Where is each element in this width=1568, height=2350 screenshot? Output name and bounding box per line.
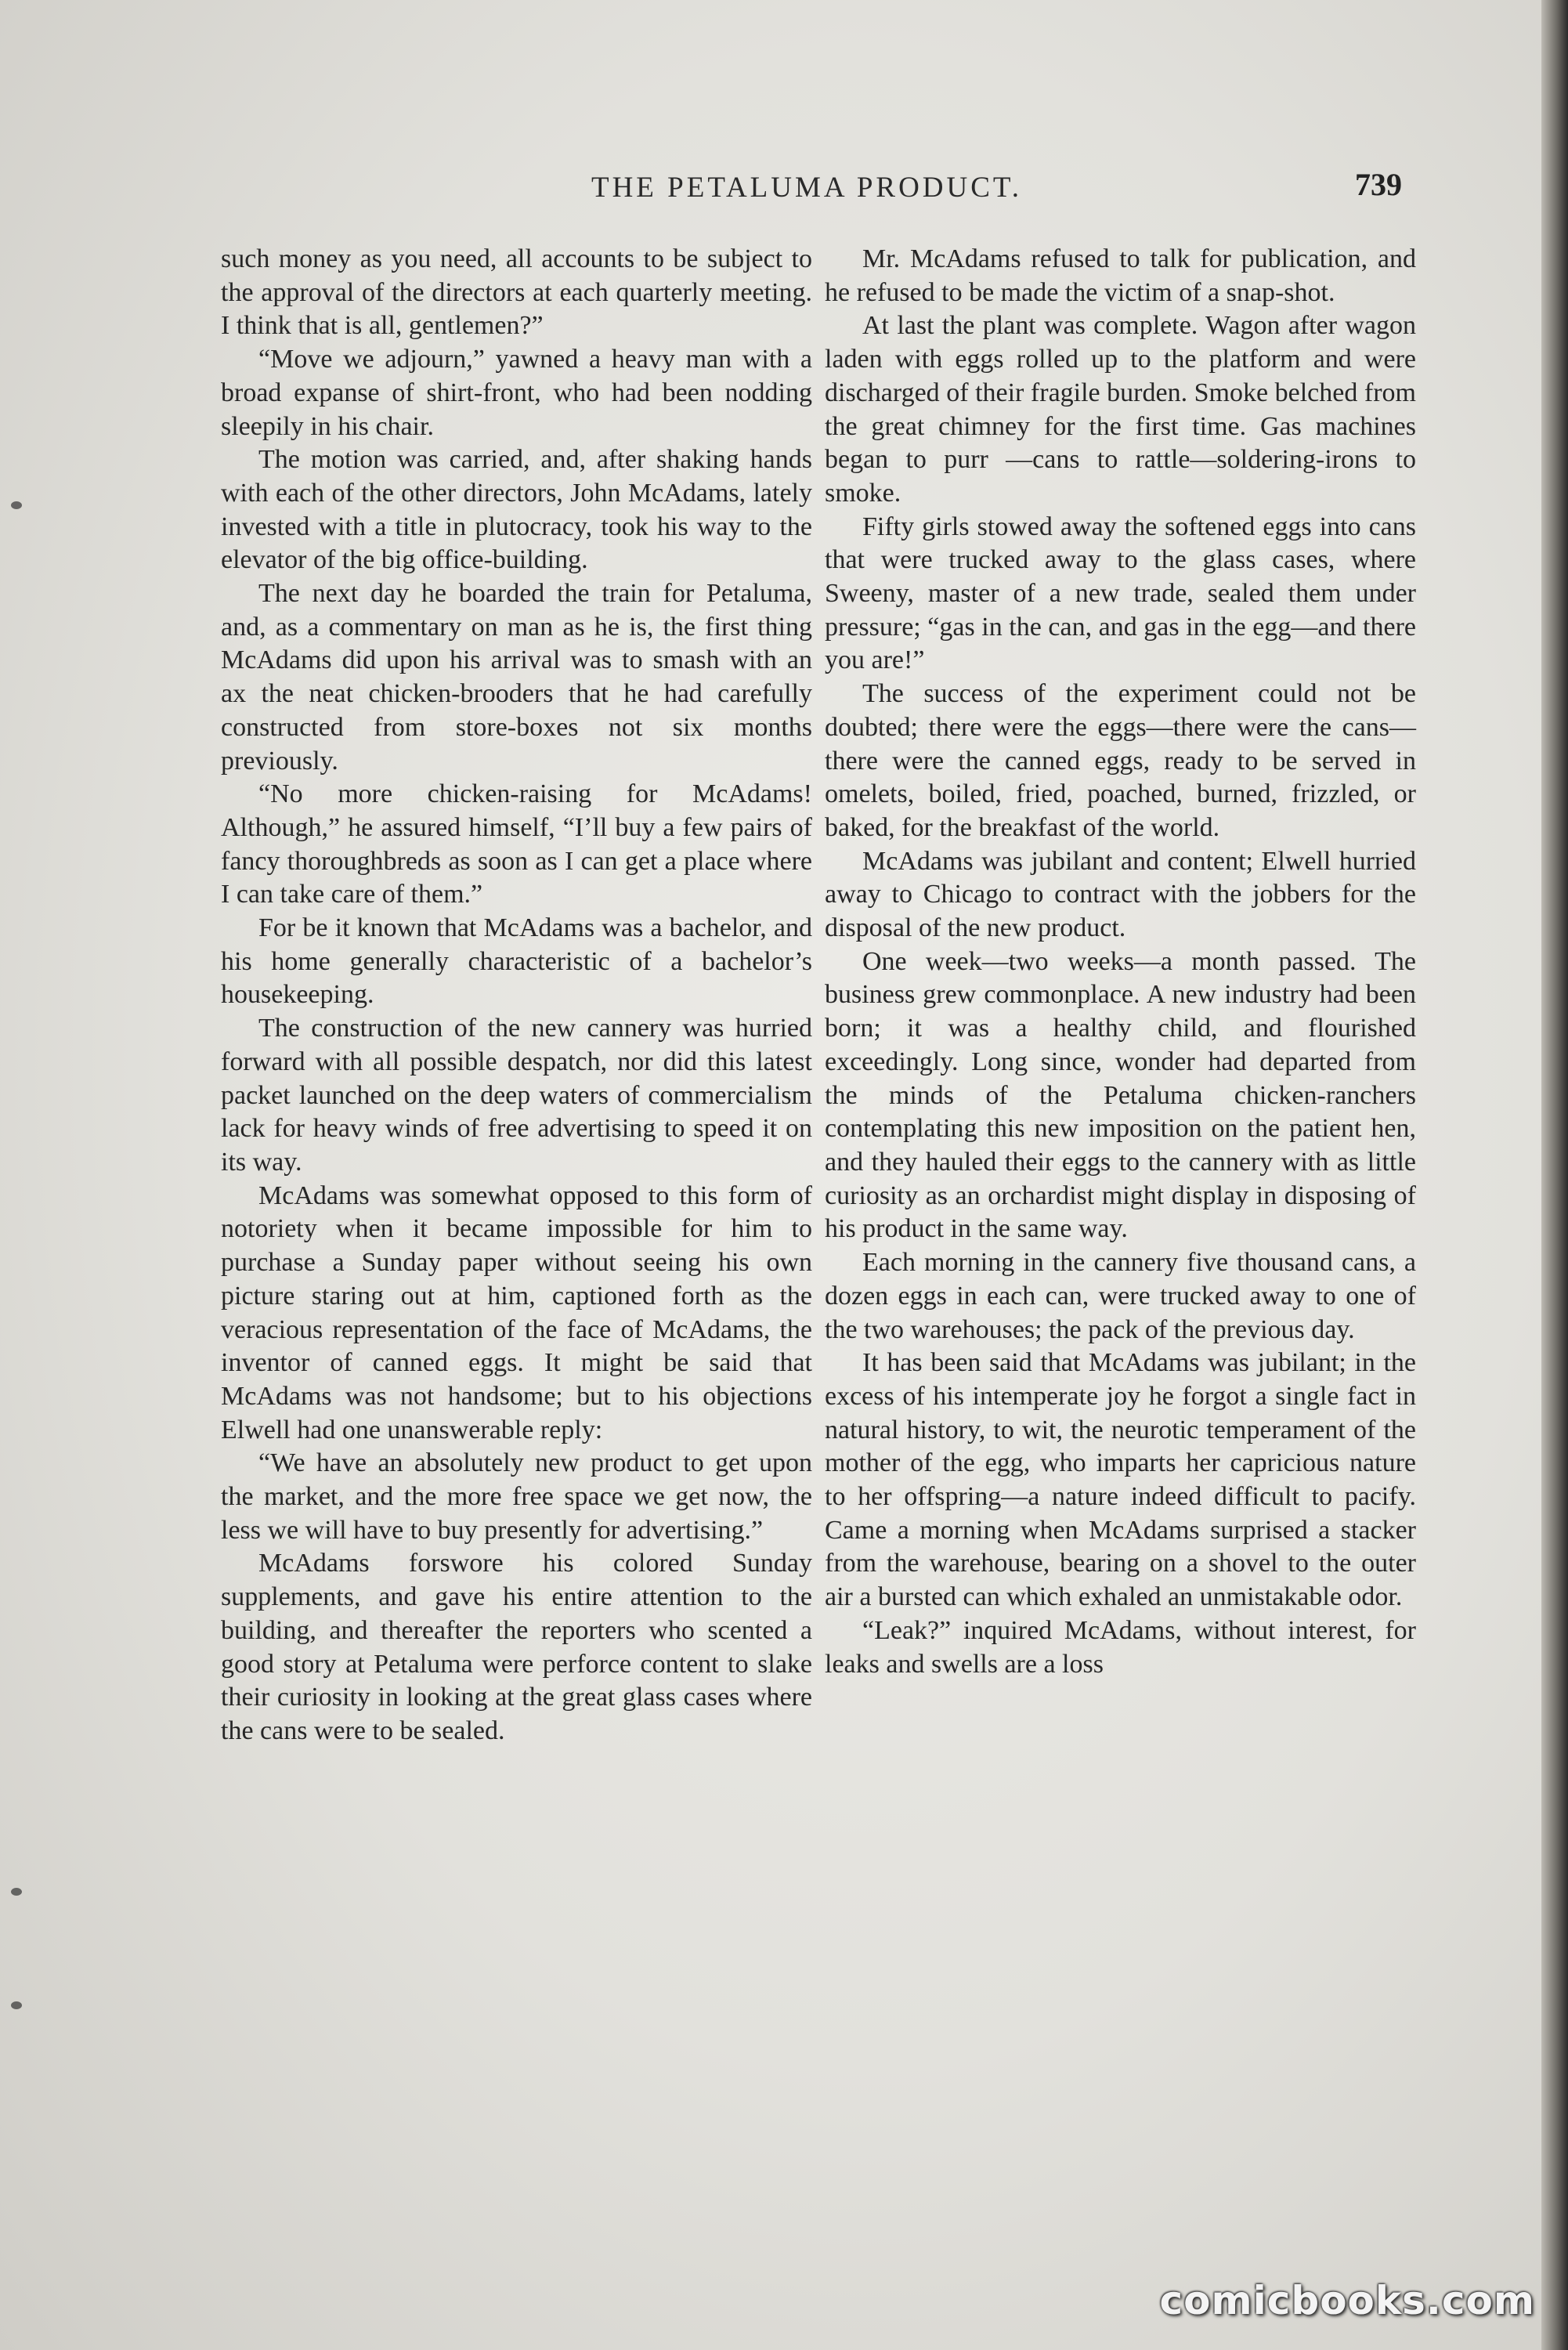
left-column [221, 243, 812, 1748]
paragraph: “Move we adjourn,” yawned a heavy man with a broad expanse of shirt-front, who had been nodding sleepily in his chair. [221, 345, 812, 441]
paragraph: “We have an absolutely new product to get upon the market, and the more free space we get now, the less we will have to buy presently for advertising.” [221, 1448, 812, 1545]
paragraph: At last the plant was complete. Wagon after wagon laden with eggs rolled up to the platform and were discharged of their fragile burden. Smoke belched from the great chimney for the first time. Gas machines began to purr —cans to rattle—soldering-irons to smoke. [825, 311, 1416, 508]
paragraph: McAdams was jubilant and content; Elwell hurried away to Chicago to contract with the jobbers for the disposal of the new product. [825, 846, 1416, 943]
running-head: THE PETALUMA PRODUCT. [591, 172, 1023, 204]
paragraph: “No more chicken-raising for McAdams! Although,” he assured himself, “I’ll buy a few pairs of fancy thoroughbreds as soon as I can get a place where I can take care of them.” [221, 779, 812, 909]
binding-hole-mark [11, 2001, 22, 2009]
paragraph: The construction of the new cannery was hurried forward with all possible despatch, nor did this latest packet launched on the deep waters of commercialism lack for heavy winds of free advertising to speed it on its way. [221, 1014, 812, 1177]
paragraph: Mr. McAdams refused to talk for publication, and he refused to be made the victim of a snap-shot. [825, 244, 1416, 307]
paragraph: McAdams forswore his colored Sunday supplements, and gave his entire attention to the building, and thereafter the reporters who scented a good story at Petaluma were perforce content to slake their curiosity in looking at the great glass cases where the cans were to be sealed. [221, 1549, 812, 1745]
paragraph: One week—two weeks—a month passed. The business grew commonplace. A new industry had been born; it was a healthy child, and flourished exceedingly. Long since, wonder had departed from the minds of the Petaluma chicken-ranchers contemplating this new imposition on the patient hen, and they hauled their eggs to the cannery with as little curiosity as an orchardist might display in disposing of his product in the same way. [825, 946, 1416, 1244]
paragraph: The success of the experiment could not be doubted; there were the eggs—there were the cans—there were the canned eggs, ready to be served in omelets, boiled, fried, poached, burned, frizzled, or baked, for the breakfast of the world. [825, 679, 1416, 842]
paragraph: McAdams was somewhat opposed to this form of notoriety when it became impossible for him to purchase a Sunday paper without seeing his own picture staring out at him, captioned forth as the veracious representation of the face of McAdams, the inventor of canned eggs. It might be said that McAdams was not handsome; but to his objections Elwell had one unanswerable reply: [221, 1180, 812, 1444]
paragraph: The motion was carried, and, after shaking hands with each of the other directors, John McAdams, lately invested with a title in plutocracy, took his way to the elevator of the big office-building. [221, 445, 812, 575]
site-watermark: comicbooks.com [1159, 2278, 1535, 2323]
paragraph: Fifty girls stowed away the softened eggs into cans that were trucked away to the glass cases, where Sweeny, master of a new trade, sealed them under pressure; “gas in the can, and gas in the egg—and there you are!” [825, 512, 1416, 675]
right-column [825, 243, 1416, 1681]
paragraph: For be it known that McAdams was a bachelor, and his home generally characteristic of a bachelor’s housekeeping. [221, 913, 812, 1010]
page-number: 739 [1355, 167, 1402, 202]
paragraph: The next day he boarded the train for Petaluma, and, as a commentary on man as he is, the first thing McAdams did upon his arrival was to smash with an ax the neat chicken-brooders that he had carefully constructed from store-boxes not six months previously. [221, 579, 812, 776]
paragraph: such money as you need, all accounts to be subject to the approval of the directors at each quarterly meeting. I think that is all, gentlemen?” [221, 244, 812, 341]
binding-hole-mark [11, 501, 22, 509]
binding-hole-mark [11, 1888, 22, 1896]
paragraph: Each morning in the cannery five thousand cans, a dozen eggs in each can, were trucked away to one of the two warehouses; the pack of the previous day. [825, 1248, 1416, 1344]
page-edge-shadow [1541, 0, 1568, 2350]
paragraph: “Leak?” inquired McAdams, without interest, for leaks and swells are a loss [825, 1615, 1416, 1679]
page-header [211, 167, 1402, 226]
paragraph: It has been said that McAdams was jubilant; in the excess of his intemperate joy he forgot a single fact in natural history, to wit, the neurotic temperament of the mother of the egg, who imparts her capricious nature to her offspring—a nature indeed difficult to pacify. Came a morning when McAdams surprised a stacker from the warehouse, bearing on a shovel to the outer air a bursted can which exhaled an unmistakable odor. [825, 1348, 1416, 1612]
